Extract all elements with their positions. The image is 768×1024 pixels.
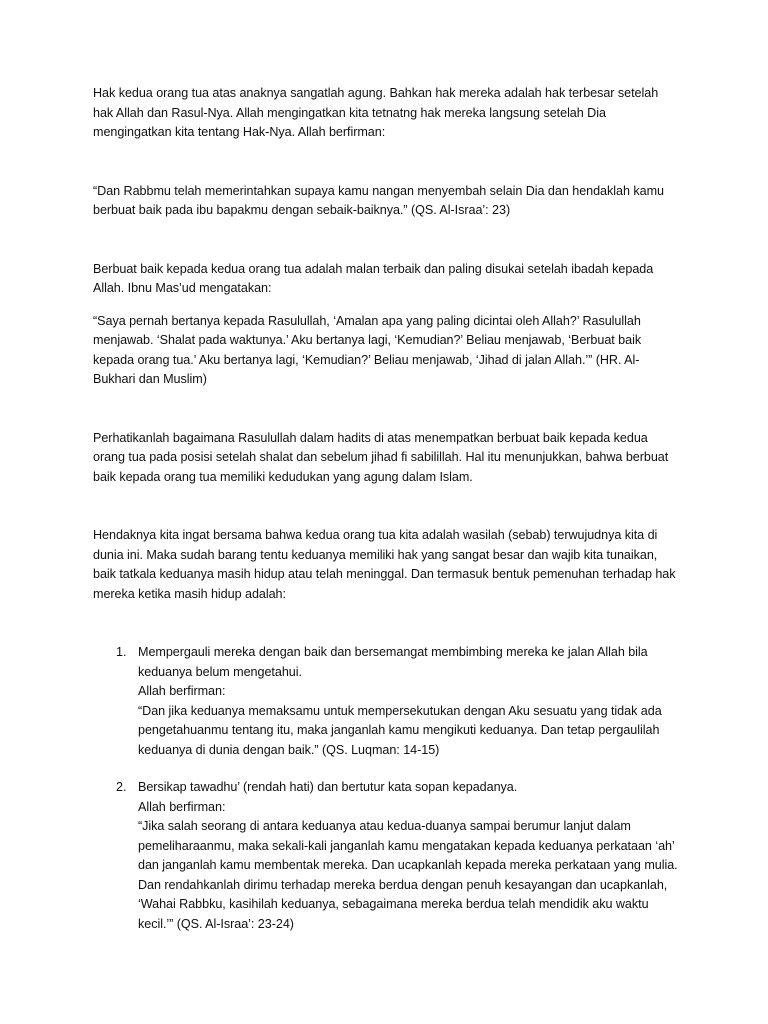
- list-item-intro: Allah berfirman:: [138, 684, 226, 698]
- list-item-quote: “Jika salah seorang di antara keduanya atau kedua-duanya sampai berumur lanjut dalam pemeliharaanmu, maka sekali-kali janganlah kamu mengatakan kepada keduanya perkataan ‘ah’ dan janganlah kamu membentak mereka. Dan ucapkanlah kepada mereka perkataan yang mulia. Dan rendahkanlah dirimu terhadap mereka berdua dengan penuh kesayangan dan ucapkanlah, ‘Wahai Rabbku, kasihilah keduanya, sebagaimana mereka berdua telah mendidik aku waktu kecil.’” (QS. Al-Israa’: 23-24): [138, 819, 678, 931]
- list-item-intro: Allah berfirman:: [138, 799, 226, 814]
- rights-list: [93, 643, 678, 934]
- paragraph-best-deed: Berbuat baik kepada kedua orang tua adalah malan terbaik dan paling disukai setelah ibadah kepada Allah. Ibnu Mas’ud mengatakan:: [93, 261, 654, 295]
- paragraph-explanation: Perhatikanlah bagaimana Rasulullah dalam hadits di atas menempatkan berbuat baik kepada kedua orang tua pada posisi setelah shalat dan sebelum jihad fi sabilillah. Hal itu menunjukkan, bahwa berbuat baik kepada orang tua memiliki kedudukan yang agung dalam Islam.: [93, 430, 669, 484]
- list-number: 1.: [116, 645, 127, 659]
- list-item-quote: “Dan jika keduanya memaksamu untuk mempersekutukan dengan Aku sesuatu yang tidak ada pengetahuanmu tentang itu, maka janganlah kamu mengikuti keduanya. Dan tetap pergaulilah keduanya di dunia dengan baik.” (QS. Luqman: 14-15): [138, 703, 662, 757]
- paragraph-intro: Hak kedua orang tua atas anaknya sangatlah agung. Bahkan hak mereka adalah hak terbesar setelah hak Allah dan Rasul-Nya. Allah mengingatkan kita tetnatng hak mereka langsung setelah Dia mengingatkan kita tentang Hak-Nya. Allah berfirman:: [93, 86, 659, 139]
- quote-hadith: “Saya pernah bertanya kepada Rasulullah, ‘Amalan apa yang paling dicintai oleh Allah?’ Rasulullah menjawab. ‘Shalat pada waktunya.’ Aku bertanya lagi, ‘Kemudian?’ Beliau menjawab, ‘Berbuat baik kepada orang tua.’ Aku bertanya lagi, ‘Kemudian?’ Beliau menjawab, ‘Jihad di jalan Allah.’” (HR. Al-Bukhari dan Muslim): [93, 313, 642, 386]
- quote-quran-israa: “Dan Rabbmu telah memerintahkan supaya kamu nangan menyembah selain Dia dan hendaklah kamu berbuat baik pada ibu bapakmu dengan sebaik-baiknya.” (QS. Al-Israa’: 23): [93, 183, 664, 217]
- paragraph-rights: Hendaknya kita ingat bersama bahwa kedua orang tua kita adalah wasilah (sebab) terwujudnya kita di dunia ini. Maka sudah barang tentu keduanya memiliki hak yang sangat besar dan wajib kita tunaikan, baik tatkala keduanya masih hidup atau telah meninggal. Dan termasuk bentuk pemenuhan terhadap hak mereka ketika masih hidup adalah:: [93, 528, 676, 601]
- list-item-text: Mempergauli mereka dengan baik dan bersemangat membimbing mereka ke jalan Allah bila keduanya belum mengetahui.: [138, 645, 648, 679]
- list-item: [93, 778, 678, 934]
- list-item-text: Bersikap tawadhu’ (rendah hati) dan bertutur kata sopan kepadanya.: [138, 780, 518, 794]
- list-item: [93, 643, 678, 760]
- list-number: 2.: [116, 780, 127, 794]
- document-page: [93, 84, 678, 952]
